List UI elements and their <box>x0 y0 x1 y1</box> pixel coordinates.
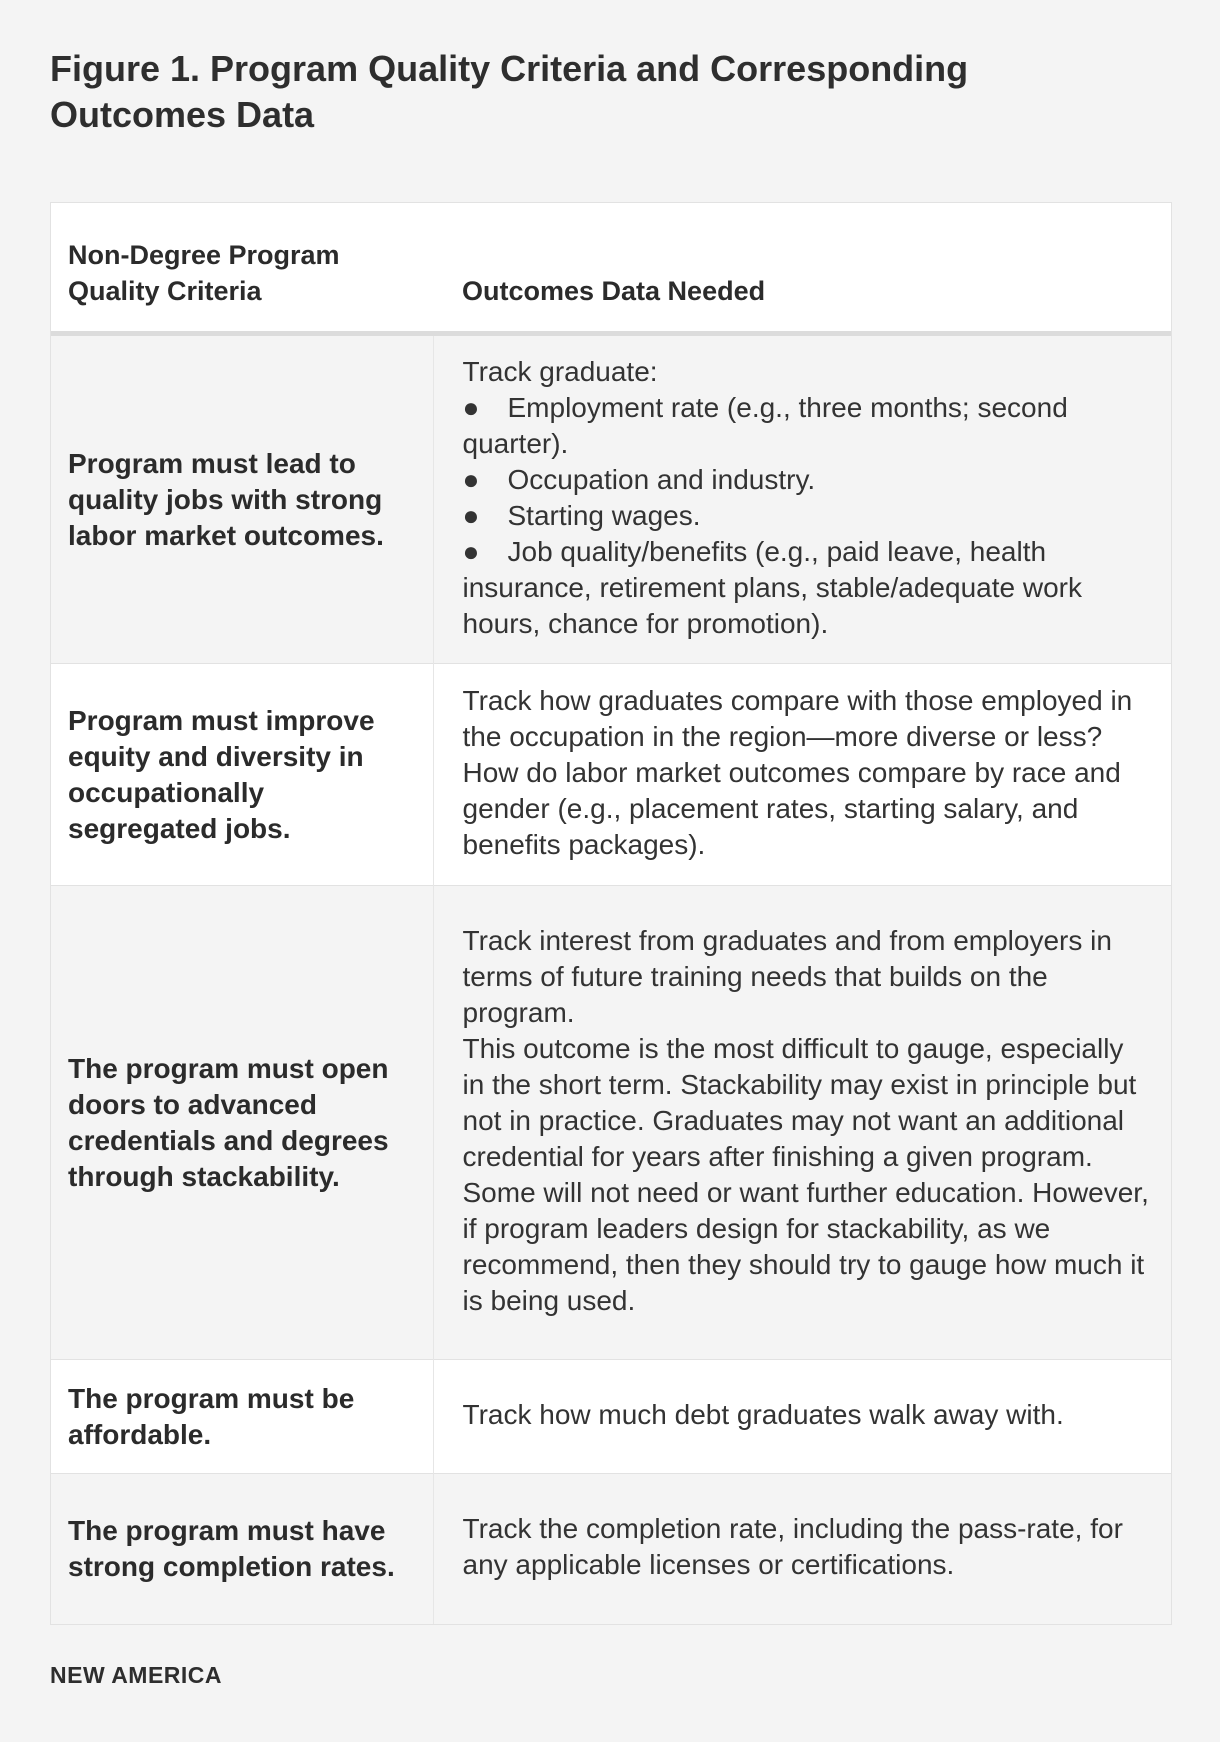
outcomes-cell <box>433 334 1171 664</box>
bullet-icon: ● <box>462 463 480 495</box>
table-row <box>51 1360 1171 1474</box>
outcomes-cell <box>433 886 1171 1360</box>
outcomes-cell: Track how graduates compare with those employed in the occupation in the region—more diverse or less? How do labor market outcomes compare by race and gender (e.g., placement rates, starting salary, and benefits packages). <box>433 664 1171 886</box>
criteria-table <box>50 202 1172 1625</box>
outcomes-cell: Track how much debt graduates walk away with. <box>433 1360 1171 1474</box>
outcome-paragraph: This outcome is the most difficult to gauge, especially in the short term. Stackability may exist in principle but not in practice. Graduates may not want an additional credential for years after finishing a given program. Some will not need or want further education. However, if program leaders design for stackability, as we recommend, then they should try to gauge how much it is being used. <box>462 1032 1149 1316</box>
outcome-bullet: ● Occupation and industry. <box>463 462 1152 498</box>
table-row <box>51 1474 1171 1624</box>
table-row <box>51 886 1171 1360</box>
criteria-cell: The program must open doors to advanced credentials and degrees through stackability. <box>51 886 433 1360</box>
outcomes-cell: Track the completion rate, including the pass-rate, for any applicable licenses or certifications. <box>433 1474 1171 1624</box>
publisher-label: NEW AMERICA <box>50 1662 223 1688</box>
bullet-icon: ● <box>462 499 480 531</box>
criteria-column-header: Non-Degree Program Quality Criteria <box>51 203 433 334</box>
criteria-cell: Program must lead to quality jobs with strong labor market outcomes. <box>51 334 433 664</box>
table-row <box>51 334 1171 664</box>
outcome-paragraph: Track interest from graduates and from employers in terms of future training needs that builds on the program. <box>462 924 1112 1028</box>
table-row <box>51 664 1171 886</box>
outcome-bullet: ● Employment rate (e.g., three months; second quarter). <box>462 391 1068 459</box>
criteria-cell: The program must be affordable. <box>51 1360 433 1474</box>
table-header-row <box>51 203 1171 334</box>
outcomes-column-header: Outcomes Data Needed <box>433 203 1171 334</box>
outcome-intro: Track graduate: <box>462 355 658 387</box>
criteria-cell: The program must have strong completion rates. <box>51 1474 433 1624</box>
outcome-bullet: ● Starting wages. <box>463 498 1152 534</box>
criteria-cell: Program must improve equity and diversity in occupationally segregated jobs. <box>51 664 433 886</box>
bullet-icon: ● <box>462 535 480 567</box>
figure-title: Figure 1. Program Quality Criteria and Corresponding Outcomes Data <box>50 48 969 135</box>
bullet-icon: ● <box>462 391 480 423</box>
outcome-bullet: ● Job quality/benefits (e.g., paid leave, health insurance, retirement plans, stable/adequate work hours, chance for promotion). <box>462 535 1082 639</box>
